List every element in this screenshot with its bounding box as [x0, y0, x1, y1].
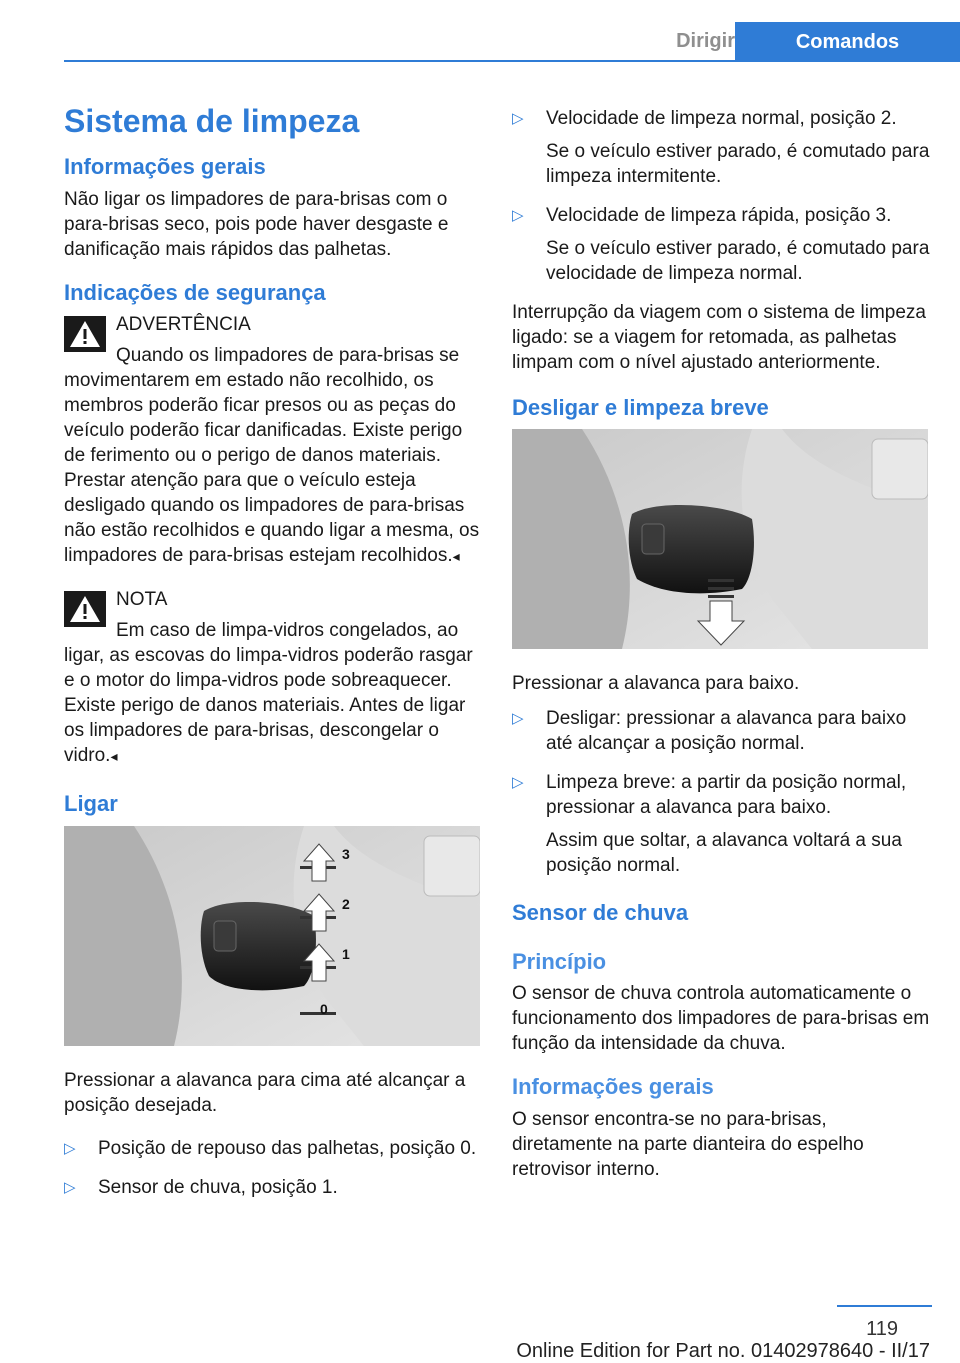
warning-text: Quando os limpadores de para-brisas se movimentarem em estado não recolhido, os membros poderão ficar presos ou as peças do veículo poderão ficar danificadas. Existe perigo de ferimento ou o perigo de danos materiais. Prestar atenção para que o veículo esteja desligado quando os limpadores de para-brisas não estão recolhidos e quando ligar a mesma, os limpadores de para-brisas estejam recolhidos. [64, 345, 480, 567]
general-info-heading: Informações gerais [64, 154, 266, 180]
triangle-bullet-icon: ▷ [512, 710, 524, 728]
left-column [64, 96, 480, 1214]
warning-triangle-icon [64, 316, 106, 352]
warning-title: ADVERTÊNCIA [116, 314, 251, 336]
header-rule [64, 60, 960, 62]
list-item: ▷ Posição de repouso das palhetas, posição 0. [64, 1137, 477, 1159]
list-item: ▷ Desligar: pressionar a alavanca para baixo até alcançar a posição normal. [512, 708, 907, 755]
interrupt-text: Interrupção da viagem com o sistema de limpeza ligado: se a viagem for retomada, as palhetas limpam com o nível ajustado anteriormente. [512, 302, 926, 373]
ligar-text: Pressionar a alavanca para cima até alcançar a posição desejada. [64, 1069, 466, 1116]
section-tab-dirigir[interactable]: Dirigir [676, 30, 735, 52]
wiper-lever-up-illustration [64, 826, 480, 1046]
list-item: ▷ Limpeza breve: a partir da posição normal, pressionar a alavanca para baixo. Assim que soltar, a alavanca voltará a sua posição normal. [512, 772, 907, 877]
fig1-label-3: 3 [342, 845, 350, 862]
right-column [512, 96, 932, 1200]
fig1-label-1: 1 [342, 945, 350, 962]
warning-block-1 [64, 312, 480, 569]
list-item: ▷ Velocidade de limpeza normal, posição 2. Se o veículo estiver parado, é comutado para limpeza intermitente. [512, 108, 930, 187]
list-item: ▷ Sensor de chuva, posição 1. [64, 1176, 338, 1198]
page-title: Sistema de limpeza [64, 103, 360, 139]
footer-rule [837, 1305, 932, 1307]
triangle-bullet-icon: ▷ [64, 1178, 76, 1196]
triangle-bullet-icon: ▷ [512, 110, 524, 127]
section-tab-comandos[interactable]: Comandos [735, 22, 960, 62]
principle-text: O sensor de chuva controla automaticamente o funcionamento dos limpadores de para-brisas em função da intensidade da chuva. [512, 983, 930, 1055]
header-bar [64, 22, 960, 62]
ligar-list [64, 1136, 480, 1200]
desligar-text: Pressionar a alavanca para baixo. [512, 673, 800, 695]
safety-heading: Indicações de segurança [64, 279, 326, 305]
end-mark: ◂ [452, 548, 460, 565]
principle-heading: Princípio [512, 948, 607, 974]
edition-note: Online Edition for Part no. 01402978640 - II/17 [516, 1340, 930, 1362]
page-number: 119 [866, 1318, 898, 1340]
triangle-bullet-icon: ▷ [64, 1139, 76, 1157]
wiper-lever-down-illustration [512, 429, 928, 649]
general-info-text: Não ligar os limpadores de para-brisas com o para-brisas seco, pois pode haver desgaste e danificação mais rápidos das palhetas. [64, 188, 449, 260]
warning-triangle-icon [64, 591, 106, 627]
speed-list [512, 106, 932, 286]
fig1-label-0: 0 [320, 1000, 328, 1017]
desligar-heading: Desligar e limpeza breve [512, 395, 769, 420]
footer [0, 1300, 960, 1362]
rain-sensor-heading: Sensor de chuva [512, 900, 689, 926]
fig1-label-2: 2 [342, 895, 350, 912]
end-mark: ◂ [110, 748, 118, 765]
ligar-heading: Ligar [64, 791, 118, 817]
warning-block-2 [64, 587, 480, 769]
triangle-bullet-icon: ▷ [512, 774, 524, 792]
note-text: Em caso de limpa-vidros congelados, ao ligar, as escovas do limpa-vidros poderão rasgar e o motor do limpa-vidros pode sobreaquecer. Existe perigo de danos materiais. Antes de ligar os limpadores de para-brisas, descongelar o vidro. [64, 620, 473, 767]
note-title: NOTA [116, 589, 168, 611]
list-item: ▷ Velocidade de limpeza rápida, posição 3. Se o veículo estiver parado, é comutado para velocidade de limpeza normal. [512, 205, 930, 284]
rain-info-heading: Informações gerais [512, 1074, 714, 1100]
desligar-list [512, 706, 932, 878]
rain-info-text: O sensor encontra-se no para-brisas, diretamente na parte dianteira do espelho retrovisor interno. [512, 1108, 864, 1180]
triangle-bullet-icon: ▷ [512, 207, 524, 224]
